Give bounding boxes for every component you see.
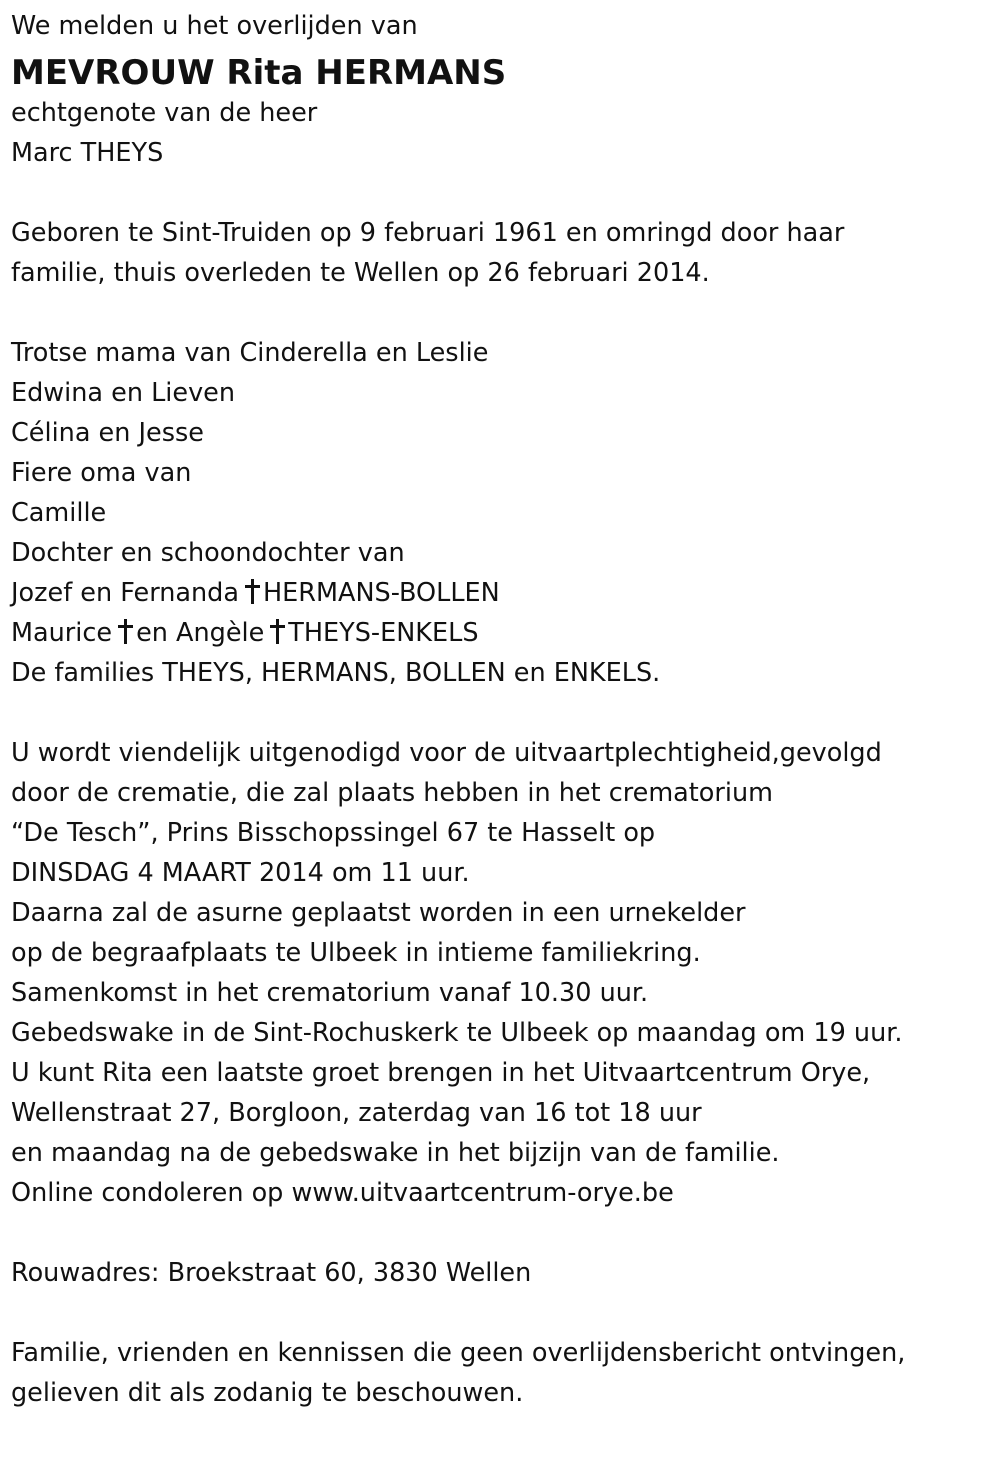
- spouse-line: echtgenote van de heer: [11, 98, 318, 128]
- family-line: Dochter en schoondochter van: [11, 538, 405, 568]
- ceremony-line: Online condoleren op www.uitvaartcentrum-orye.be: [11, 1178, 674, 1208]
- ceremony-line: DINSDAG 4 MAART 2014 om 11 uur.: [11, 858, 470, 888]
- in-law-name: en Angèle: [136, 618, 265, 648]
- in-law-name: Maurice: [11, 618, 113, 648]
- parents-surname: HERMANS-BOLLEN: [263, 578, 500, 608]
- cross-icon: [118, 619, 132, 644]
- parents-line: [11, 573, 991, 613]
- in-laws-line: [11, 613, 991, 653]
- family-line: Camille: [11, 498, 107, 528]
- ceremony-line: U kunt Rita een laatste groet brengen in het Uitvaartcentrum Orye,: [11, 1058, 871, 1088]
- in-laws-surname: THEYS-ENKELS: [288, 618, 479, 648]
- birth-death-line: familie, thuis overleden te Wellen op 26 februari 2014.: [11, 258, 710, 288]
- ceremony-line: Wellenstraat 27, Borgloon, zaterdag van 16 tot 18 uur: [11, 1098, 702, 1128]
- family-line: Célina en Jesse: [11, 418, 204, 448]
- cross-icon: [270, 619, 284, 644]
- families-line: De families THEYS, HERMANS, BOLLEN en ENKELS.: [11, 658, 661, 688]
- closing-line: gelieven dit als zodanig te beschouwen.: [11, 1378, 524, 1408]
- spouse-name: Marc THEYS: [11, 138, 164, 168]
- ceremony-line: door de crematie, die zal plaats hebben in het crematorium: [11, 778, 773, 808]
- ceremony-line: Daarna zal de asurne geplaatst worden in een urnekelder: [11, 898, 746, 928]
- family-line: Trotse mama van Cinderella en Leslie: [11, 338, 489, 368]
- ceremony-line: Samenkomst in het crematorium vanaf 10.30 uur.: [11, 978, 649, 1008]
- family-line: Fiere oma van: [11, 458, 192, 488]
- ceremony-line: Gebedswake in de Sint-Rochuskerk te Ulbeek op maandag om 19 uur.: [11, 1018, 903, 1048]
- birth-death-line: Geboren te Sint-Truiden op 9 februari 1961 en omringd door haar: [11, 218, 845, 248]
- ceremony-line: “De Tesch”, Prins Bisschopssingel 67 te Hasselt op: [11, 818, 656, 848]
- ceremony-line: op de begraafplaats te Ulbeek in intieme familiekring.: [11, 938, 701, 968]
- intro-text: We melden u het overlijden van: [11, 11, 418, 41]
- cross-icon: [245, 579, 259, 604]
- parents-names: Jozef en Fernanda: [11, 578, 239, 608]
- obituary-notice: [11, 6, 991, 1413]
- ceremony-line: U wordt viendelijk uitgenodigd voor de uitvaartplechtigheid,gevolgd: [11, 738, 882, 768]
- mourning-address: Rouwadres: Broekstraat 60, 3830 Wellen: [11, 1258, 532, 1288]
- closing-line: Familie, vrienden en kennissen die geen overlijdensbericht ontvingen,: [11, 1338, 906, 1368]
- deceased-name: MEVROUW Rita HERMANS: [11, 53, 507, 93]
- ceremony-line: en maandag na de gebedswake in het bijzijn van de familie.: [11, 1138, 780, 1168]
- family-line: Edwina en Lieven: [11, 378, 236, 408]
